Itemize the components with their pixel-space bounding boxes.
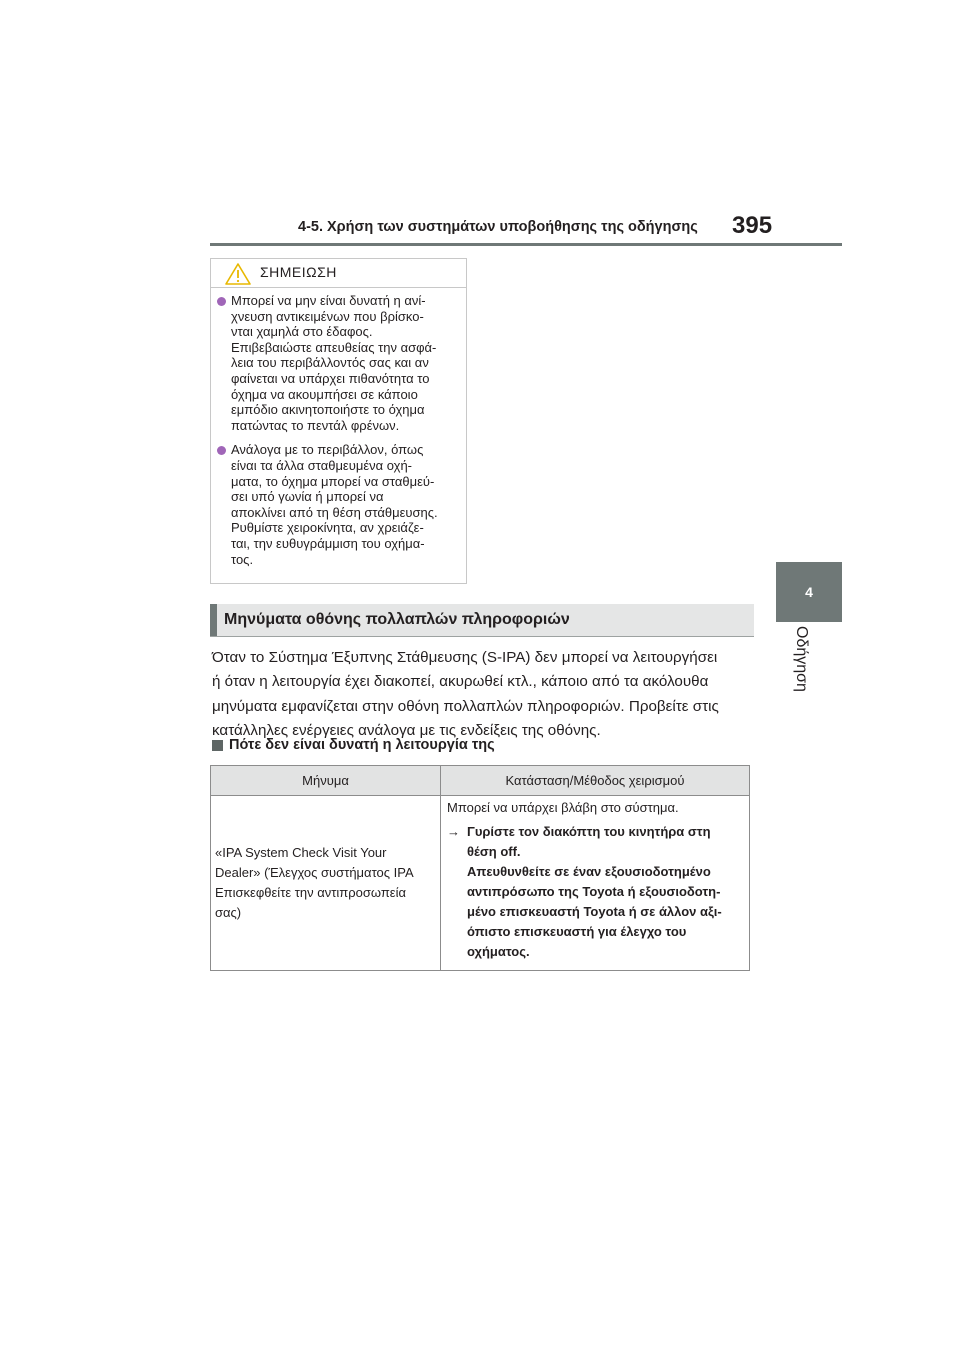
subheading-text: Πότε δεν είναι δυνατή η λειτουργία της: [229, 737, 495, 753]
section-heading: Μηνύματα οθόνης πολλαπλών πληροφοριών: [224, 611, 570, 628]
note-bullet: [217, 442, 460, 567]
message-text: «IPA System Check Visit Your Dealer» (Έλεγχος συστήματος IPA Επισκεφθείτε την αντιπροσωπεία σας): [215, 845, 414, 920]
note-title: ΣΗΜΕΙΩΣΗ: [260, 264, 337, 280]
section-header-title: 4-5. Χρήση των συστημάτων υποβοήθησης της οδήγησης: [298, 219, 698, 235]
action-text: Γυρίστε τον διακόπτη του κινητήρα στη θέση off. Απευθυνθείτε σε έναν εξουσιοδοτημένο αντιπρόσωπο της Toyota ή εξουσιοδοτη- μένο επισκευαστή Toyota ή σε άλλον αξι- όπιστο επισκευαστή για έλεγχο του οχήματος.: [467, 824, 722, 959]
condition-content: [441, 796, 749, 970]
subheading: [212, 737, 495, 753]
condition-cell: [441, 796, 750, 971]
note-bullet-text: Ανάλογα με το περιβάλλον, όπως είναι τα άλλα σταθμευμένα οχή- ματα, το όχημα μπορεί να σταθμεύ- σει υπό γωνία ή μπορεί να αποκλίνει από τη θέση στάθμευσης. Ρυθμίστε χειροκίνητα, αν χρειάζε- ται, την ευθυγράμμιση του οχήμα- τος.: [231, 442, 438, 567]
arrow-right-icon: →: [447, 824, 460, 839]
table-header-row: [211, 766, 750, 796]
bullet-dot-icon: [217, 446, 226, 455]
section-heading-marker: [210, 604, 217, 636]
note-header: [211, 259, 466, 288]
condition-text: Μπορεί να υπάρχει βλάβη στο σύστημα.: [447, 800, 679, 815]
note-bullet-text: Μπορεί να μην είναι δυνατή η ανί- χνευση αντικειμένων που βρίσκο- νται χαμηλά στο έδαφος. Επιβεβαιώστε απευθείας την ασφά- λεια του περιβάλλοντός σας και αν φαίνεται να υπάρχει πιθανότητα το όχημα να ακουμπήσει σε κάποιο εμπόδιο ακινητοποιήστε το όχημα πατώντας το πεντάλ φρένων.: [231, 293, 437, 433]
bullet-dot-icon: [217, 297, 226, 306]
chapter-label: Οδήγηση: [793, 626, 810, 692]
note-body: [211, 288, 466, 567]
table-row: [211, 796, 750, 971]
intro-paragraph: Όταν το Σύστημα Έξυπνης Στάθμευσης (S-IPA) δεν μπορεί να λειτουργήσει ή όταν η λειτουργία έχει διακοπεί, ακυρωθεί κτλ., κάποιο από τα ακόλουθα μηνύματα εμφανίζεται στην οθόνη πολλαπλών πληροφοριών. Προβείτε στις κατάλληλες ενέργειες ανάλογα με τις ενδείξεις της οθόνης.: [212, 649, 719, 740]
square-bullet-icon: [212, 740, 223, 751]
message-cell: [211, 796, 441, 971]
chapter-tab: [776, 562, 842, 622]
messages-table: [210, 765, 750, 971]
note-bullet: [217, 293, 460, 433]
section-heading-bar: [210, 604, 754, 636]
chapter-number: 4: [805, 584, 813, 600]
section-divider: [210, 636, 754, 637]
page-number: 395: [732, 212, 773, 239]
warning-triangle-icon: [225, 263, 251, 285]
action-item: [447, 822, 743, 962]
note-box: [210, 258, 467, 584]
header-divider: [210, 243, 842, 246]
column-header-message: Μήνυμα: [211, 766, 441, 796]
column-header-condition: Κατάσταση/Μέθοδος χειρισμού: [441, 766, 750, 796]
